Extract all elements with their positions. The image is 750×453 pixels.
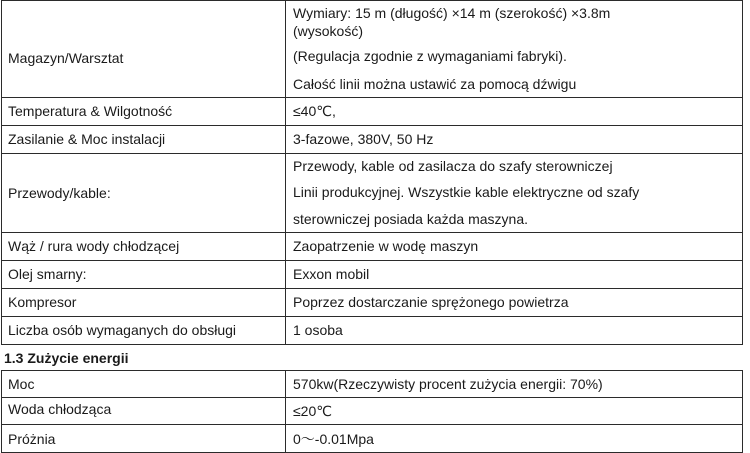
table-rule [1, 424, 743, 425]
table-rule [1, 370, 2, 453]
table-rule [1, 125, 743, 126]
table-row-label: Temperatura & Wilgotność [8, 103, 173, 119]
table-cell-value: ≤40℃, [293, 103, 336, 119]
table-cell-value: Wymiary: 15 m (długość) ×14 m (szerokość) ×3.8m [293, 5, 611, 21]
table-cell-value: (Regulacja zgodnie z wymaganiami fabryki). [293, 48, 567, 64]
table-row-label: Zasilanie & Moc instalacji [8, 131, 166, 147]
table-rule [1, 288, 743, 289]
table-rule [742, 0, 743, 345]
table-rule [1, 344, 743, 345]
table-row-label: Przewody/kable: [8, 185, 111, 201]
table-row-label: Kompresor [8, 294, 77, 310]
table-row-label: Próżnia [8, 431, 56, 447]
table-rule [1, 397, 743, 398]
table-row-label: Magazyn/Warsztat [8, 50, 124, 66]
table-rule [285, 370, 286, 453]
table-cell-value: Exxon mobil [293, 266, 370, 282]
table-rule [1, 153, 743, 154]
table-rule [1, 260, 743, 261]
table-cell-value: 1 osoba [293, 322, 343, 338]
table-cell-value: (wysokość) [293, 23, 364, 39]
table-rule [285, 0, 286, 345]
table-cell-value: Poprzez dostarczanie sprężonego powietrza [293, 294, 569, 310]
table-cell-value: 3-fazowe, 380V, 50 Hz [293, 131, 434, 147]
table-cell-value: sterowniczej posiada każda maszyna. [293, 211, 529, 227]
table-rule [742, 370, 743, 453]
table-row-label: Moc [8, 376, 35, 392]
table-rule [1, 316, 743, 317]
section-heading: 1.3 Zużycie energii [4, 350, 129, 366]
table-row-label: Wąż / rura wody chłodzącej [8, 238, 180, 254]
table-row-label: Olej smarny: [8, 266, 87, 282]
table-row-label: Liczba osób wymaganych do obsługi [8, 322, 237, 338]
table-cell-value: Zaopatrzenie w wodę maszyn [293, 238, 479, 254]
table-rule [1, 370, 743, 371]
table-row-label: Woda chłodząca [8, 401, 112, 417]
table-cell-value: Całość linii można ustawić za pomocą dźwigu [293, 76, 577, 92]
table-rule [1, 0, 2, 345]
table-cell-value: 570kw(Rzeczywisty procent zużycia energii: 70%) [293, 376, 603, 392]
table-cell-value: 0～-0.01Mpa [293, 431, 374, 447]
table-rule [1, 0, 743, 1]
table-cell-value: Linii produkcyjnej. Wszystkie kable elektryczne od szafy [293, 184, 640, 200]
table-rule [1, 97, 743, 98]
table-cell-value: ≤20℃ [293, 403, 332, 419]
table-cell-value: Przewody, kable od zasilacza do szafy sterowniczej [293, 158, 613, 174]
table-rule [1, 232, 743, 233]
